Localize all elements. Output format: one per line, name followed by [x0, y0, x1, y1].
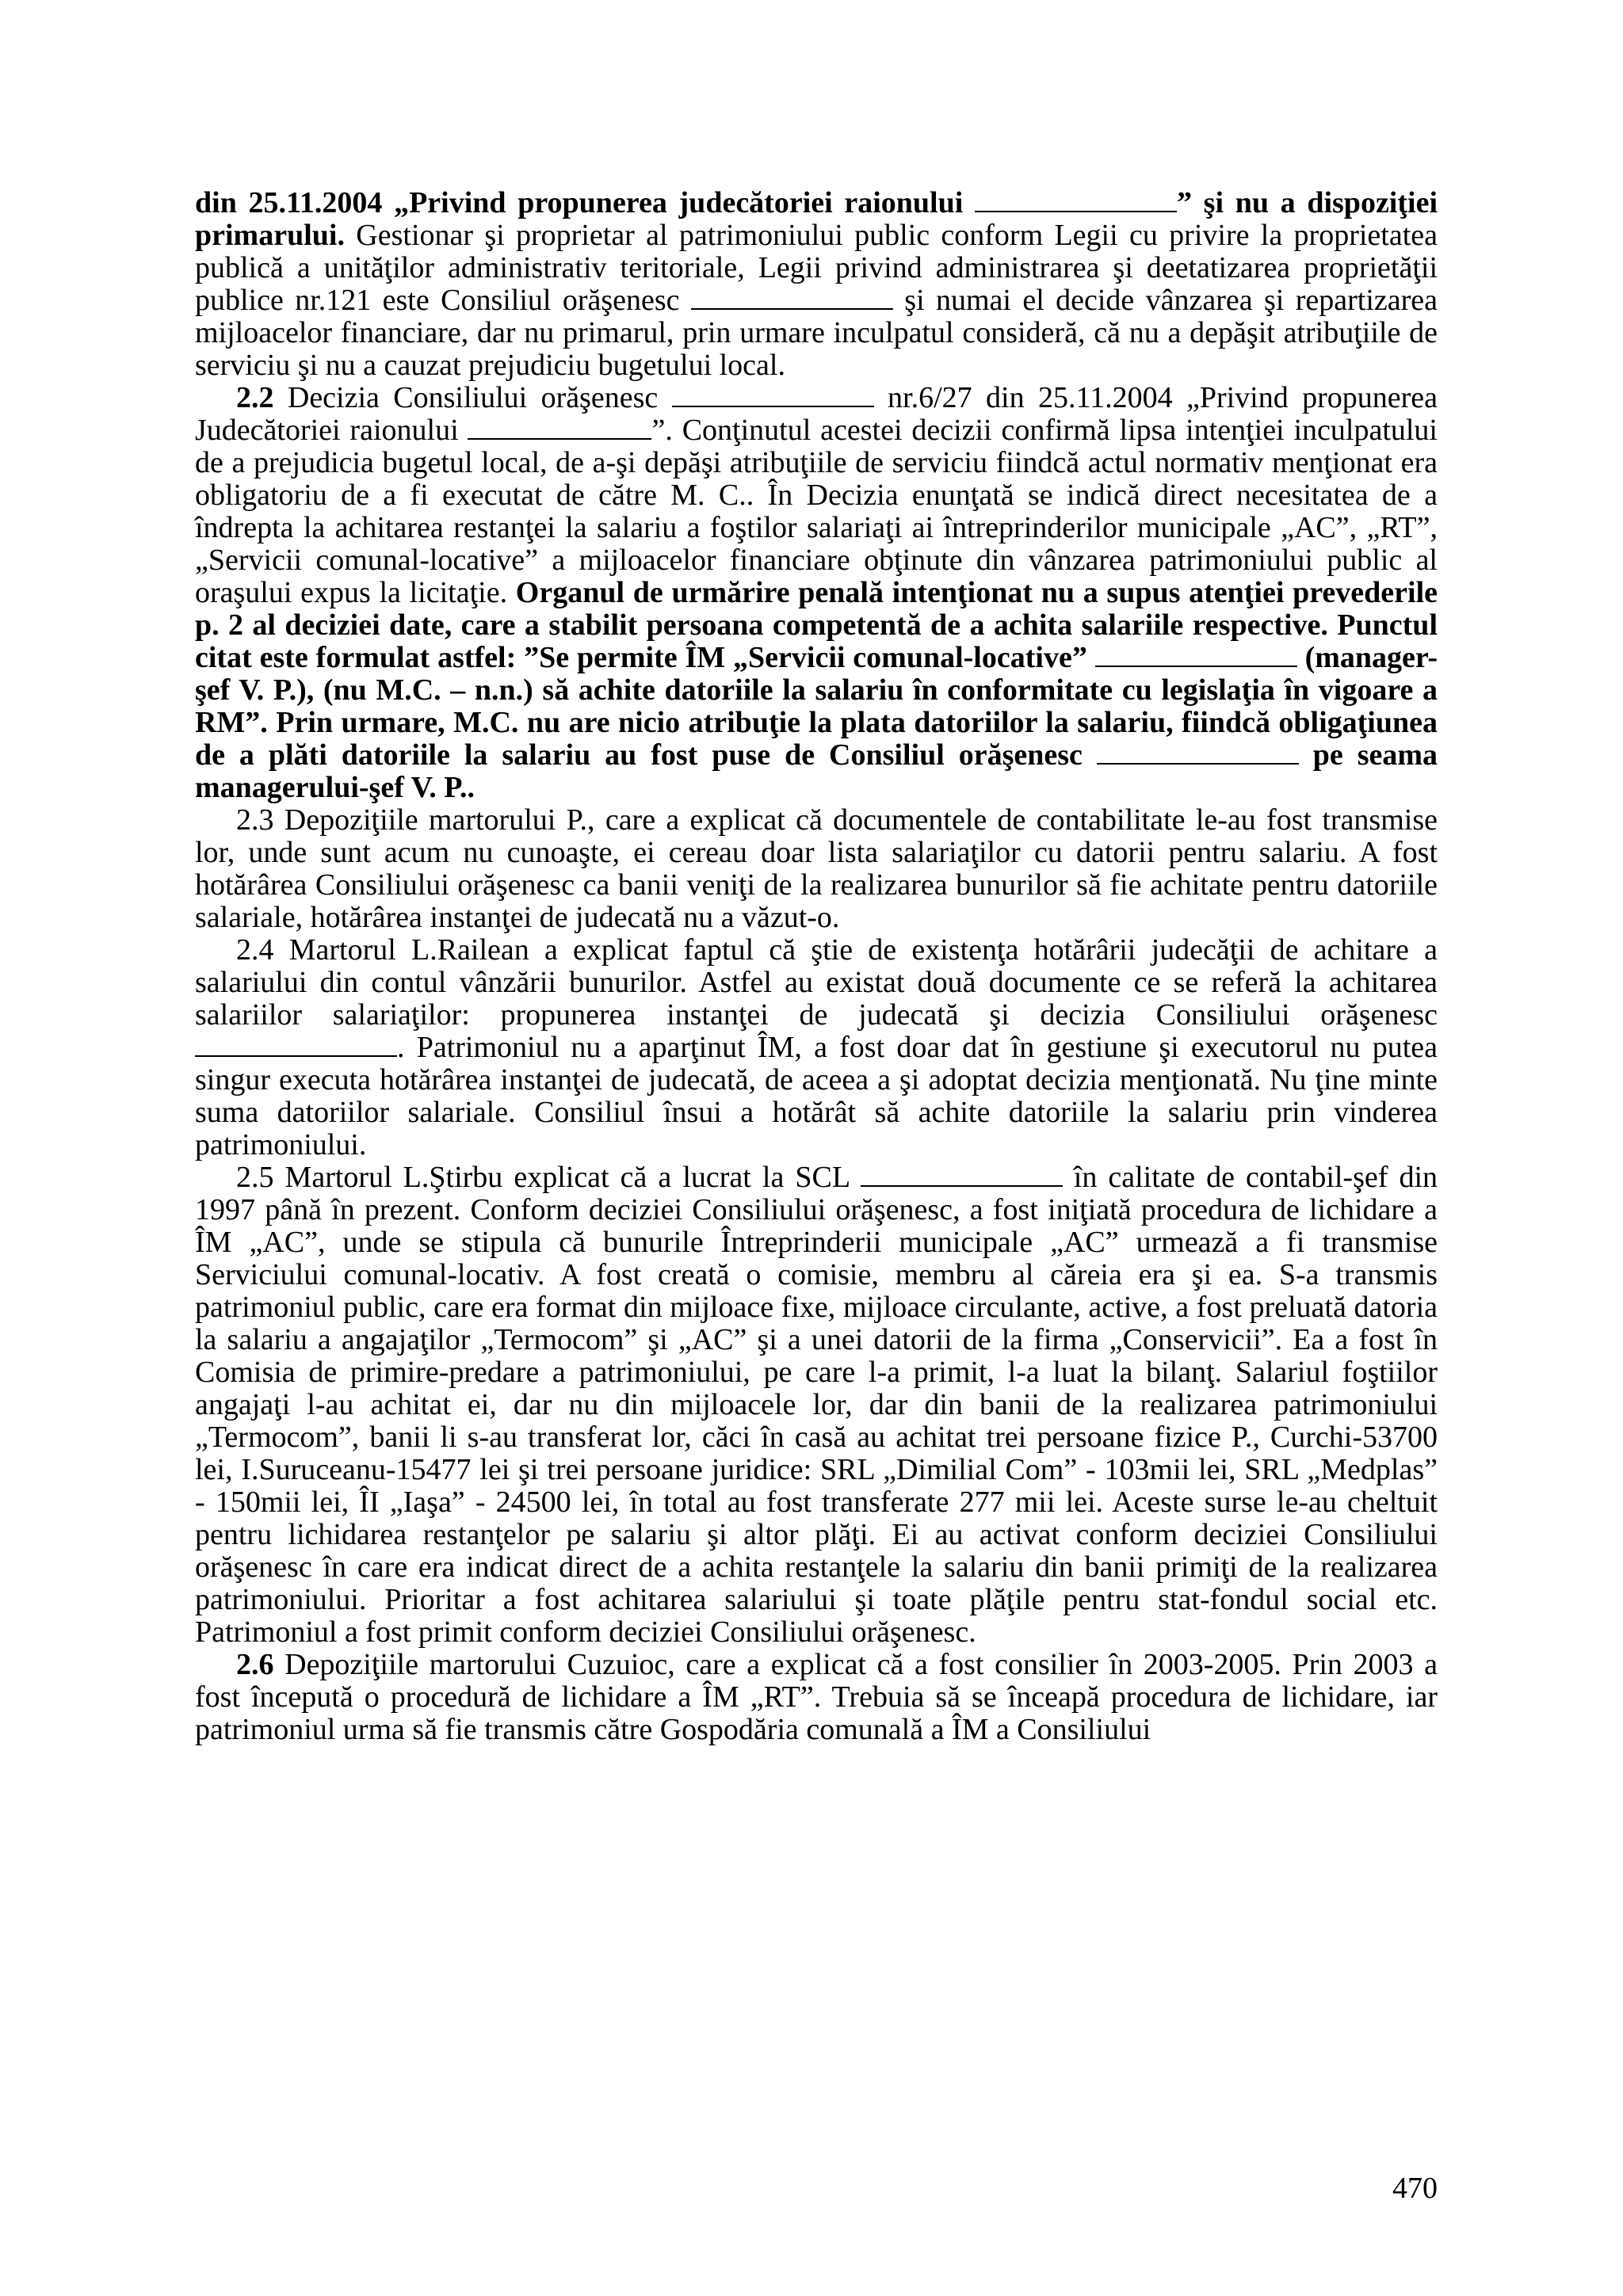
- redacted-blank: [691, 284, 893, 310]
- bold-text: Organul de urmărire penală intenţionat nu a supus atenţiei prevederile p. 2 al deciziei date, care a stabilit persoana competentă de a achita salariile respective. Punctul citat este formulat astfel: ”Se permite ÎM „Servicii comunal-locative”: [195, 576, 1438, 674]
- bold-text: (manager-şef V. P.), (nu M.C. – n.n.) să achite datoriile la salariu în conformitate cu legislaţia în vigoare a RM”. Prin urmare, M.C. nu are nicio atribuţie la plata datoriilor la salariu, fiindcă obligaţiunea de a plăti datoriile la salariu au fost puse de Consiliul orăşenesc: [195, 641, 1438, 772]
- bold-text: pe seama managerului-şef V. P..: [195, 738, 1438, 804]
- paragraph-2-4: [195, 934, 1438, 1161]
- text-run: 2.4 Martorul L.Railean a explicat faptul că ştie de existenţa hotărârii judecăţii de achitare a salariului din contul vânzării bunurilor. Astfel au existat două documente ce se referă la achitarea salariilor salariaţilor: propunerea instanţei de judecată şi decizia Consiliului orăşenesc: [195, 933, 1438, 1032]
- paragraph-2-2: [195, 382, 1438, 804]
- redacted-blank: [1097, 739, 1299, 765]
- text-run: . Patrimoniul nu a aparţinut ÎM, a fost doar dat în gestiune şi executorul nu putea singur executa hotărârea instanţei de judecată, de aceea a şi adoptat decizia menţionată. Nu ţine minte suma datoriilor salariale. Consiliul însui a hotărât să achite datoriile la salariu prin vinderea patrimoniului.: [195, 1031, 1438, 1161]
- text-run: 2.5 Martorul L.Ştirbu explicat că a lucrat la SCL: [236, 1161, 850, 1194]
- redacted-blank: [672, 382, 874, 407]
- paragraph-decision-intro: [195, 187, 1438, 382]
- text-run: ”. Conţinutul acestei decizii confirmă lipsa intenţiei inculpatului de a prejudicia bugetul local, de a-şi depăşi atribuţiile de serviciu fiindcă actul normativ menţionat era obligatoriu de a fi executat de către M. C.. În Decizia enunţată se indică direct necesitatea de a îndrepta la achitarea restanţei la salariu a foştilor salariaţi ai întreprinderilor municipale „AC”, „RT”, „Servicii comunal-locative” a mijloacelor financiare obţinute din vânzarea patrimoniului public al oraşului expus la licitaţie.: [195, 414, 1438, 609]
- body-text: [195, 187, 1438, 1746]
- text-run: nr.6/27 din 25.11.2004 „Privind propunerea Judecătoriei raionului: [195, 381, 1438, 447]
- text-run: în calitate de contabil-şef din 1997 până în prezent. Conform deciziei Consiliului orăşenesc, a fost iniţiată procedura de lichidare a ÎM „AC”, unde se stipula că bunurile Întreprinderii municipale „AC” urmează a fi transmise Serviciului comunal-locativ. A fost creată o comisie, membru al căreia era şi ea. S-a transmis patrimoniul public, care era format din mijloace fixe, mijloace circulante, active, a fost preluată datoria la salariu a angajaţilor „Termocom” şi „AC” şi a unei datorii de la firma „Conservicii”. Ea a fost în Comisia de primire-predare a patrimoniului, pe care l-a primit, l-a luat la bilanţ. Salariul foştiilor angajaţi l-au achitat ei, dar nu din mijloacele lor, dar din banii de la realizarea patrimoniului „Termocom”, banii li s-au transferat lor, căci în casă au achitat trei persoane fizice P., Curchi-53700 lei, I.Suruceanu-15477 lei şi trei persoane juridice: SRL „Dimilial Com” - 103mii lei, SRL „Medplas” - 150mii lei, ÎI „Iaşa” - 24500 lei, în total au fost transferate 277 mii lei. Aceste surse le-au cheltuit pentru lichidarea restanţelor pe salariu şi altor plăţi. Ei au activat conform deciziei Consiliului orăşenesc în care era indicat direct de a achita restanţele la salariu din banii primiţi de la realizarea patrimoniului. Prioritar a fost achitarea salariului şi toate plăţile pentru stat-fondul social etc. Patrimoniul a fost primit conform deciziei Consiliului orăşenesc.: [195, 1161, 1438, 1649]
- redacted-blank: [195, 1032, 397, 1057]
- paragraph-2-3: 2.3 Depoziţiile martorului P., care a explicat că documentele de contabilitate le-au fost transmise lor, unde sunt acum nu cunoaşte, ei cereau doar lista salariaţilor cu datorii pentru salariu. A fost hotărârea Consiliului orăşenesc ca banii veniţi de la realizarea bunurilor să fie achitate pentru datoriile salariale, hotărârea instanţei de judecată nu a văzut-o.: [195, 803, 1438, 934]
- bold-text: din 25.11.2004 „Privind propunerea judecătoriei raionului: [195, 186, 964, 219]
- section-number: 2.2: [236, 381, 274, 414]
- section-number: 2.6: [236, 1648, 274, 1681]
- text-run: Depoziţiile martorului Cuzuioc, care a explicat că a fost consilier în 2003-2005. Prin 2003 a fost începută o procedură de lichidare a ÎM „RT”. Trebuia să se înceapă procedura de lichidare, iar patrimoniul urma să fie transmis către Gospodăria comunală a ÎM a Consiliului: [195, 1648, 1438, 1746]
- paragraph-2-5: [195, 1161, 1438, 1649]
- redacted-blank: [468, 414, 651, 440]
- text-run: Decizia Consiliului orăşenesc: [273, 381, 659, 414]
- bold-text: ” şi nu a dispoziţiei primarului.: [195, 186, 1438, 252]
- redacted-blank: [975, 187, 1177, 212]
- redacted-blank: [1095, 642, 1297, 667]
- text-run: şi numai el decide vânzarea şi repartizarea mijloacelor financiare, dar nu primarul, prin urmare inculpatul consideră, că nu a depăşit atribuţiile de serviciu şi nu a cauzat prejudiciu bugetului local.: [195, 284, 1438, 382]
- paragraph-2-6: [195, 1649, 1438, 1746]
- redacted-blank: [861, 1161, 1063, 1187]
- page-number: 470: [1392, 2172, 1438, 2205]
- text-run: Gestionar şi proprietar al patrimoniului public conform Legii cu privire la proprietatea publică a unităţilor administrativ teritoriale, Legii privind administrarea şi deetatizarea proprietăţii publice nr.121 este Consiliul orăşenesc: [195, 219, 1438, 317]
